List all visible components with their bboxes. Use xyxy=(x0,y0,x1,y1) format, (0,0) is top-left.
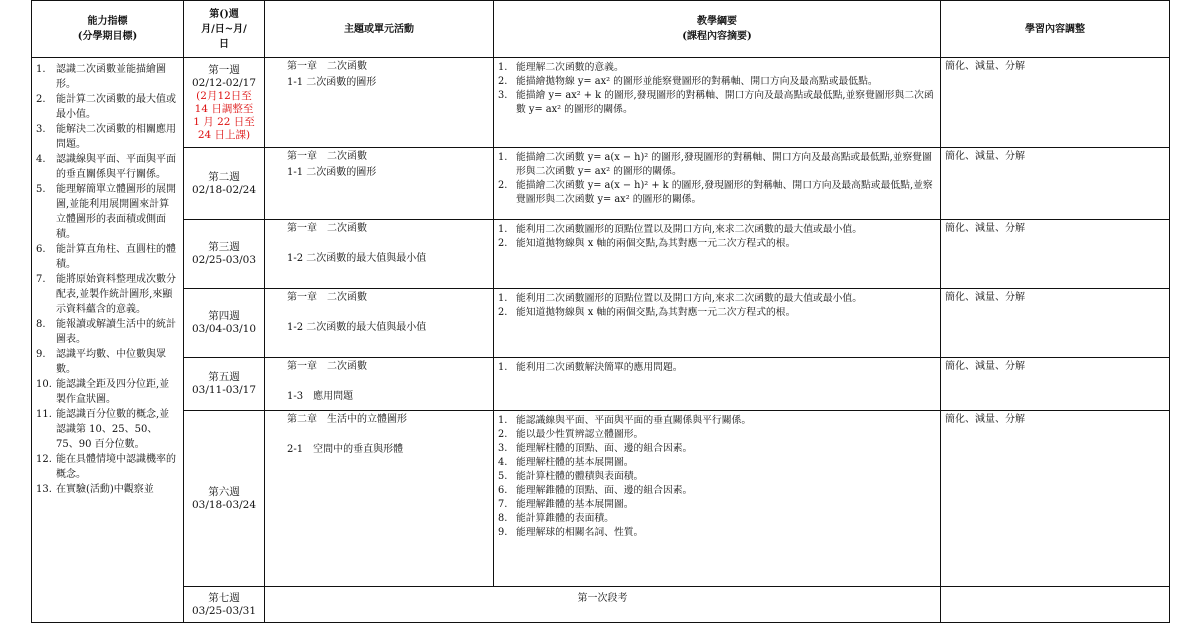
outline-item xyxy=(498,179,934,207)
chapter-title: 第一章 二次函數 xyxy=(287,292,367,303)
week-label: 第七週 xyxy=(208,591,240,604)
outline-text: 能描繪二次函數 y= a(x − h)² 的圖形,發現圖形的對稱軸、開口方向及最高點或最低點,並察覺圖形與二次函數 y= ax² 的圖形的關係。 xyxy=(516,152,932,177)
curriculum-table xyxy=(31,0,1170,623)
outline-number: 2. xyxy=(498,238,508,249)
week-cell xyxy=(184,289,265,358)
ability-number: 13. xyxy=(36,484,52,495)
ability-text: 能將原始資料整理成次數分配表,並製作統計圖形,來顯示資料蘊含的意義。 xyxy=(56,274,176,315)
ability-item xyxy=(36,182,179,242)
outline-item xyxy=(498,237,934,251)
adjust-cell xyxy=(941,148,1170,220)
ability-number: 5. xyxy=(36,184,46,195)
ability-item xyxy=(36,377,179,407)
outline-item xyxy=(498,512,934,526)
unit-cell xyxy=(265,148,494,220)
chapter-title: 第一章 二次函數 xyxy=(287,61,367,72)
section-title: 1-1 二次函數的圖形 xyxy=(287,77,377,88)
unit-cell xyxy=(265,411,494,587)
header-week: 第()週 月/日~月/ 日 xyxy=(184,1,265,58)
outline-number: 7. xyxy=(498,499,508,510)
chapter-title: 第一章 二次函數 xyxy=(287,151,367,162)
ability-text: 能報讀或解讀生活中的統計圖表。 xyxy=(56,319,176,345)
outline-text: 能利用二次函數解決簡單的應用問題。 xyxy=(516,362,683,373)
outline-text: 能理解二次函數的意義。 xyxy=(516,62,624,73)
outline-cell xyxy=(494,358,941,411)
ability-text: 能解決二次函數的相關應用問題。 xyxy=(56,124,176,150)
outline-number: 1. xyxy=(498,293,508,304)
outline-list xyxy=(498,223,934,251)
week-label: 第二週 xyxy=(208,170,240,183)
week-label: 第六週 xyxy=(208,485,240,498)
outline-text: 能理解柱體的頂點、面、邊的組合因素。 xyxy=(516,443,693,454)
week-cell xyxy=(184,148,265,220)
outline-item xyxy=(498,470,934,484)
week-label: 第三週 xyxy=(208,241,240,253)
curriculum-sheet xyxy=(31,0,1169,624)
outline-text: 能知道拋物線與 x 軸的兩個交點,為其對應一元二次方程式的根。 xyxy=(516,238,796,249)
week-dates: 03/11-03/17 xyxy=(191,384,257,396)
header-adjust: 學習內容調整 xyxy=(941,1,1170,58)
ability-text: 能認識全距及四分位距,並製作盒狀圖。 xyxy=(56,379,170,405)
week-cell xyxy=(184,587,265,623)
outline-text: 能理解柱體的基本展開圖。 xyxy=(516,457,634,468)
ability-text: 能在具體情境中認識機率的概念。 xyxy=(56,454,176,480)
ability-item xyxy=(36,482,179,497)
unit-cell xyxy=(265,220,494,289)
ability-item xyxy=(36,92,179,122)
ability-item xyxy=(36,242,179,272)
week-label: 第一週 xyxy=(208,63,240,76)
ability-text: 能計算直角柱、直圓柱的體積。 xyxy=(56,244,176,270)
week-dates: 03/18-03/24 xyxy=(191,498,257,511)
outline-item xyxy=(498,223,934,237)
adjust-text: 簡化、減量、分解 xyxy=(945,223,1025,234)
outline-number: 1. xyxy=(498,224,508,235)
outline-number: 6. xyxy=(498,485,508,496)
header-ability: 能力指標 (分學期目標) xyxy=(32,1,184,58)
ability-list xyxy=(36,62,179,497)
outline-list xyxy=(498,414,934,540)
outline-item xyxy=(498,498,934,512)
ability-number: 3. xyxy=(36,124,46,135)
week-dates: 02/18-02/24 xyxy=(191,183,257,196)
outline-list xyxy=(498,292,934,320)
chapter-title: 第一章 二次函數 xyxy=(287,223,367,234)
outline-list xyxy=(498,151,934,207)
week-dates: 02/25-03/03 xyxy=(191,254,257,266)
table-row xyxy=(32,358,1170,411)
outline-number: 1. xyxy=(498,152,508,163)
outline-item xyxy=(498,442,934,456)
week-note: 24 日上課) xyxy=(197,128,251,141)
header-row xyxy=(32,1,1170,58)
outline-number: 3. xyxy=(498,90,508,101)
outline-cell xyxy=(494,148,941,220)
outline-list xyxy=(498,61,934,117)
adjust-cell-empty xyxy=(941,587,1170,623)
outline-text: 能認識線與平面、平面與平面的垂直關係與平行關係。 xyxy=(516,415,752,426)
outline-number: 2. xyxy=(498,307,508,318)
ability-number: 9. xyxy=(36,349,46,360)
outline-number: 9. xyxy=(498,527,508,538)
ability-number: 2. xyxy=(36,94,46,105)
ability-text: 認識平均數、中位數與眾數。 xyxy=(56,349,166,375)
ability-item xyxy=(36,452,179,482)
adjust-text: 簡化、減量、分解 xyxy=(945,292,1025,303)
outline-text: 能描繪二次函數 y= a(x − h)² + k 的圖形,發現圖形的對稱軸、開口方向及最高點或最低點,並察覺圖形與二次函數 y= ax² 的圖形的關係。 xyxy=(516,180,933,205)
outline-cell xyxy=(494,58,941,148)
week-label: 第四週 xyxy=(208,310,240,322)
table-row xyxy=(32,289,1170,358)
ability-item xyxy=(36,62,179,92)
table-row xyxy=(32,58,1170,148)
ability-number: 7. xyxy=(36,274,46,285)
table-row xyxy=(32,411,1170,587)
adjust-text: 簡化、減量、分解 xyxy=(945,361,1025,372)
outline-number: 2. xyxy=(498,180,508,191)
table-body xyxy=(32,58,1170,623)
week-dates: 02/12-02/17 xyxy=(191,76,257,89)
section-title: 1-2 二次函數的最大值與最小值 xyxy=(287,253,427,264)
outline-item xyxy=(498,292,934,306)
spacer xyxy=(287,236,493,250)
outline-cell xyxy=(494,220,941,289)
outline-text: 能描繪拋物線 y= ax² 的圖形並能察覺圖形的對稱軸、開口方向及最高點或最低點。 xyxy=(516,76,878,87)
outline-number: 8. xyxy=(498,513,508,524)
ability-number: 10. xyxy=(36,379,52,390)
ability-item xyxy=(36,317,179,347)
adjust-text: 簡化、減量、分解 xyxy=(945,151,1025,162)
ability-item xyxy=(36,122,179,152)
week-note: (2月12日至 xyxy=(196,89,252,102)
ability-number: 11. xyxy=(36,409,52,420)
outline-item xyxy=(498,151,934,179)
table-row xyxy=(32,220,1170,289)
week-dates: 03/04-03/10 xyxy=(191,323,257,335)
section-title: 1-2 二次函數的最大值與最小值 xyxy=(287,322,427,333)
outline-cell xyxy=(494,411,941,587)
exam-label: 第一次段考 xyxy=(577,593,628,604)
table-row xyxy=(32,148,1170,220)
section-title: 1-3 應用問題 xyxy=(287,391,354,402)
outline-text: 能利用二次函數圖形的頂點位置以及開口方向,來求二次函數的最大值或最小值。 xyxy=(516,224,863,235)
outline-text: 能理解錐體的基本展開圖。 xyxy=(516,499,634,510)
outline-number: 4. xyxy=(498,457,508,468)
ability-number: 8. xyxy=(36,319,46,330)
outline-item xyxy=(498,75,934,89)
chapter-title: 第二章 生活中的立體圖形 xyxy=(287,414,407,425)
outline-cell xyxy=(494,289,941,358)
ability-text: 認識二次函數並能描繪圖形。 xyxy=(56,64,166,90)
week-cell xyxy=(184,411,265,587)
outline-number: 5. xyxy=(498,471,508,482)
outline-text: 能計算柱體的體積與表面積。 xyxy=(516,471,644,482)
outline-number: 2. xyxy=(498,429,508,440)
adjust-text: 簡化、減量、分解 xyxy=(945,414,1025,425)
week-cell xyxy=(184,220,265,289)
outline-item xyxy=(498,484,934,498)
ability-item xyxy=(36,347,179,377)
outline-number: 1. xyxy=(498,415,508,426)
ability-item xyxy=(36,407,179,452)
ability-number: 6. xyxy=(36,244,46,255)
week-cell xyxy=(184,58,265,148)
outline-number: 2. xyxy=(498,76,508,87)
outline-list xyxy=(498,361,934,375)
outline-text: 能知道拋物線與 x 軸的兩個交點,為其對應一元二次方程式的根。 xyxy=(516,307,796,318)
outline-item xyxy=(498,61,934,75)
ability-number: 1. xyxy=(36,64,46,75)
adjust-cell xyxy=(941,411,1170,587)
ability-text: 在實驗(活動)中觀察並 xyxy=(56,484,154,495)
outline-text: 能以最少性質辨認立體圖形。 xyxy=(516,429,644,440)
spacer xyxy=(287,374,493,388)
ability-item xyxy=(36,152,179,182)
header-unit: 主題或單元活動 xyxy=(265,1,494,58)
outline-text: 能描繪 y= ax² + k 的圖形,發現圖形的對稱軸、開口方向及最高點或最低點,並察覺圖形與二次函數 y= ax² 的圖形的關係。 xyxy=(516,90,934,115)
ability-text: 能認識百分位數的概念,並認識第 10、25、50、75、90 百分位數。 xyxy=(56,409,170,450)
header-outline: 教學綱要 (課程內容摘要) xyxy=(494,1,941,58)
adjust-cell xyxy=(941,358,1170,411)
ability-text: 能計算二次函數的最大值或最小值。 xyxy=(56,94,176,120)
ability-text: 能理解簡單立體圖形的展開圖,並能利用展開圖來計算立體圖形的表面積或側面積。 xyxy=(56,184,176,240)
exam-label-cell xyxy=(265,587,941,623)
section-title: 2-1 空間中的垂直與形體 xyxy=(287,444,404,455)
outline-text: 能計算錐體的表面積。 xyxy=(516,513,614,524)
ability-number: 4. xyxy=(36,154,46,165)
adjust-cell xyxy=(941,289,1170,358)
ability-list-cell xyxy=(32,58,184,623)
section-title: 1-1 二次函數的圖形 xyxy=(287,167,377,178)
outline-item xyxy=(498,456,934,470)
week-note: 1 月 22 日至 xyxy=(193,115,255,128)
unit-cell xyxy=(265,58,494,148)
outline-text: 能利用二次函數圖形的頂點位置以及開口方向,來求二次函數的最大值或最小值。 xyxy=(516,293,863,304)
outline-number: 1. xyxy=(498,62,508,73)
outline-item xyxy=(498,526,934,540)
outline-item xyxy=(498,428,934,442)
week-note: 14 日調整至 xyxy=(194,102,254,115)
adjust-cell xyxy=(941,58,1170,148)
exam-row xyxy=(32,587,1170,623)
ability-text: 認識線與平面、平面與平面的垂直關係與平行關係。 xyxy=(56,154,176,180)
outline-number: 1. xyxy=(498,362,508,373)
outline-item xyxy=(498,361,934,375)
unit-cell xyxy=(265,289,494,358)
outline-text: 能理解錐體的頂點、面、邊的組合因素。 xyxy=(516,485,693,496)
adjust-text: 簡化、減量、分解 xyxy=(945,61,1025,72)
outline-item xyxy=(498,89,934,117)
spacer xyxy=(287,305,493,319)
ability-number: 12. xyxy=(36,454,52,465)
outline-text: 能理解球的相關名詞、性質。 xyxy=(516,527,644,538)
outline-item xyxy=(498,306,934,320)
week-cell xyxy=(184,358,265,411)
adjust-cell xyxy=(941,220,1170,289)
unit-cell xyxy=(265,358,494,411)
chapter-title: 第一章 二次函數 xyxy=(287,361,367,372)
week-dates: 03/25-03/31 xyxy=(191,604,257,617)
outline-number: 3. xyxy=(498,443,508,454)
ability-item xyxy=(36,272,179,317)
outline-item xyxy=(498,414,934,428)
week-label: 第五週 xyxy=(208,371,240,383)
